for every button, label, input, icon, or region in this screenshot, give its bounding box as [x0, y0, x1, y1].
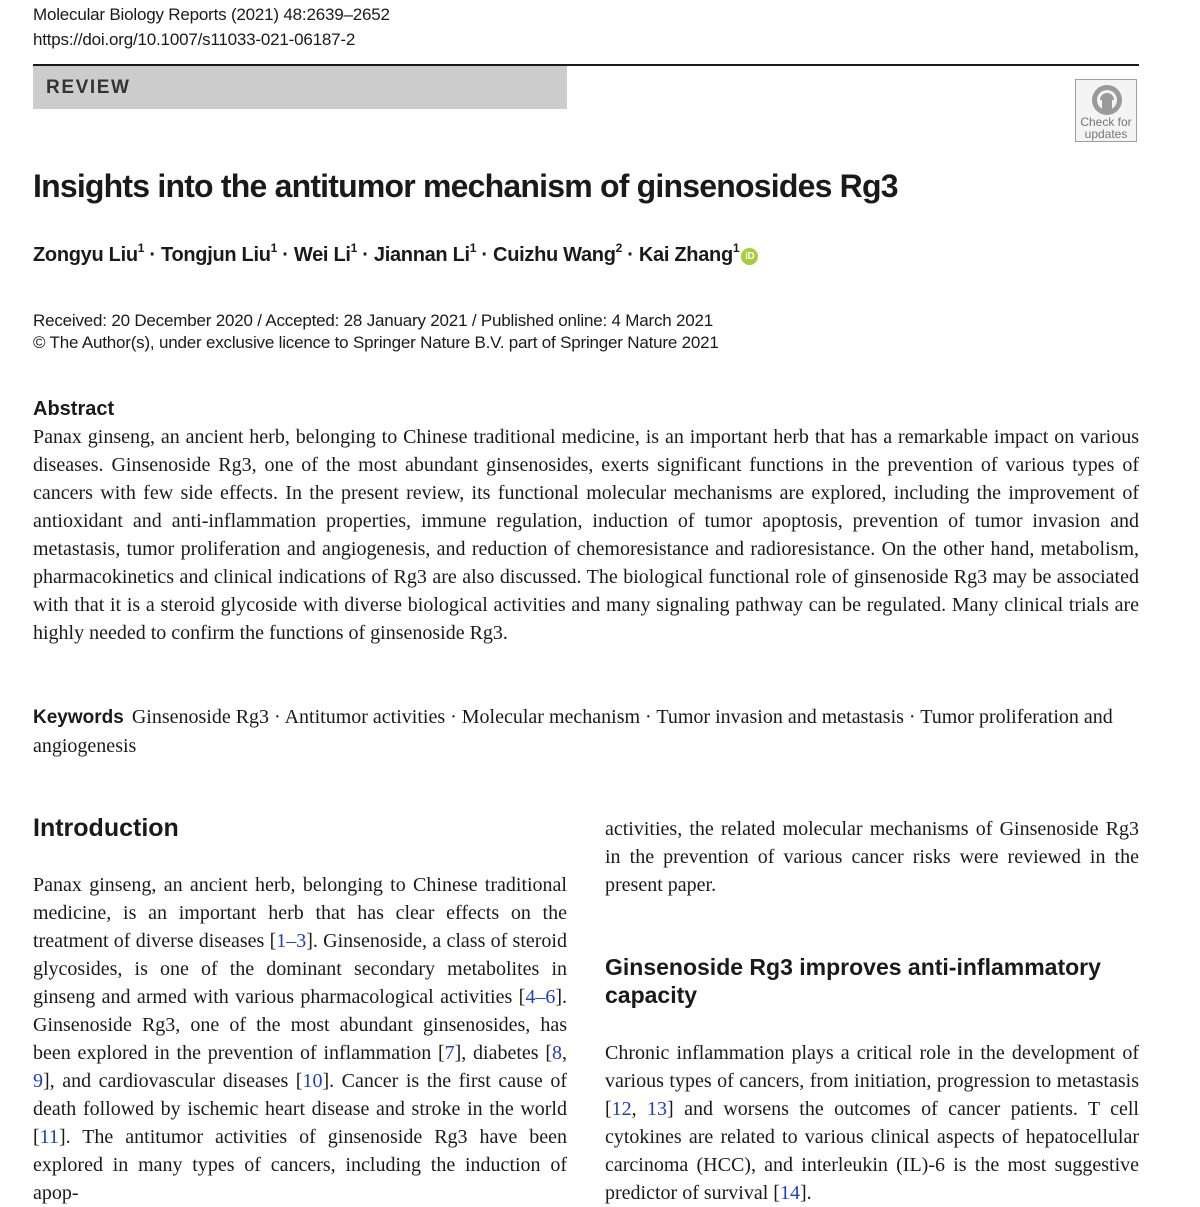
orcid-icon[interactable]: iD — [741, 248, 758, 265]
check-for-updates-label: Check for updates — [1080, 115, 1132, 141]
journal-citation: Molecular Biology Reports (2021) 48:2639–2652 — [33, 5, 390, 24]
author-name[interactable]: Cuizhu Wang — [493, 244, 616, 266]
keywords-text: Ginsenoside Rg3 · Antitumor activities · Molecular mechanism · Tumor invasion and metastasis · Tumor proliferation and angiogenesis — [33, 706, 1113, 757]
article-type-label: REVIEW — [46, 77, 131, 98]
citation-link[interactable]: 14 — [779, 1182, 800, 1204]
author-affiliation: 1 — [732, 241, 740, 255]
body-text: ] and worsens the outcomes of cancer patients. T cell cytokines are related to various clinical aspects of hepatocellular carcinoma (HCC), and interleukin (IL)-6 is the most suggestive predictor of survival [ — [605, 1098, 1139, 1204]
body-text: , — [631, 1098, 648, 1120]
citation-link[interactable]: 1–3 — [276, 930, 307, 952]
body-text: ]. Cancer is the first cause of death followed by ischemic heart disease and stroke in the world [ — [33, 1070, 568, 1148]
author-name[interactable]: Tongjun Liu — [161, 244, 271, 266]
body-text: ], diabetes [ — [454, 1042, 552, 1064]
body-text: ]. Ginsenoside, a class of steroid glycosides, is one of the dominant secondary metabolites in ginseng and armed with various pharmacological activities [ — [33, 930, 567, 1008]
abstract-heading: Abstract — [33, 398, 115, 420]
body-text: ]. — [799, 1182, 812, 1204]
author-affiliation: 2 — [615, 241, 623, 255]
body-text: ], and cardiovascular diseases [ — [43, 1070, 303, 1092]
check-for-updates-badge[interactable] — [1075, 79, 1137, 142]
author-separator: · — [277, 244, 294, 266]
author-list — [33, 241, 758, 269]
citation-link[interactable]: 9 — [33, 1070, 43, 1092]
author-name[interactable]: Zongyu Liu — [33, 244, 138, 266]
body-text: ]. The antitumor activities of ginsenoside Rg3 have been explored in many types of cancers, including the induction of apop- — [33, 1126, 567, 1204]
article-title: Insights into the antitumor mechanism of ginsenosides Rg3 — [33, 168, 898, 204]
section-heading-anti-inflammatory: Ginsenoside Rg3 improves anti-inflammatory capacity — [605, 954, 1101, 1008]
author-affiliation: 1 — [350, 241, 357, 255]
right-column-continuation: activities, the related molecular mechanisms of Ginsenoside Rg3 in the prevention of various cancer risks were reviewed in the present paper. — [605, 818, 1139, 896]
citation-link[interactable]: 13 — [647, 1098, 668, 1120]
author-name[interactable]: Kai Zhang — [638, 244, 733, 266]
body-text: Panax ginseng, an ancient herb, belonging to Chinese traditional medicine, is an important herb that has clear effects on the treatment of diverse diseases [ — [33, 874, 567, 952]
author-name[interactable]: Wei Li — [293, 244, 351, 266]
author-name[interactable]: Jiannan Li — [373, 244, 470, 266]
citation-link[interactable]: 4–6 — [525, 986, 556, 1008]
check-for-updates-icon — [1091, 84, 1123, 116]
author-separator: · — [476, 244, 494, 266]
citation-link[interactable]: 12 — [611, 1098, 632, 1120]
publication-dates: Received: 20 December 2020 / Accepted: 28 January 2021 / Published online: 4 March 2021 — [33, 311, 714, 330]
author-affiliation: 1 — [137, 241, 145, 255]
abstract-text: Panax ginseng, an ancient herb, belonging to Chinese traditional medicine, is an important herb that has a remarkable impact on various diseases. Ginsenoside Rg3, one of the most abundant ginsenosides, exerts significant functions in the prevention of various types of cancers with few side effects. In the present review, its functional molecular mechanisms are explored, including the improvement of antioxidant and anti-inflammation properties, immune regulation, induction of tumor apoptosis, prevention of tumor invasion and metastasis, tumor proliferation and angiogenesis, and reduction of chemoresistance and radioresistance. On the other hand, metabolism, pharmacokinetics and clinical indications of Rg3 are also discussed. The biological functional role of ginsenoside Rg3 may be associated with that it is a steroid glycoside with diverse biological activities and many signaling pathway can be regulated. Many clinical trials are highly needed to confirm the functions of ginsenoside Rg3. — [33, 426, 1139, 644]
copyright-notice: © The Author(s), under exclusive licence to Springer Nature B.V. part of Springer Nature 2021 — [33, 333, 719, 352]
keywords — [33, 703, 1139, 760]
citation-link[interactable]: 8 — [552, 1042, 562, 1064]
author-affiliation: 1 — [469, 241, 477, 255]
introduction-text — [33, 871, 567, 1207]
body-text: ]. Ginsenoside Rg3, one of the most abundant ginsenosides, has been explored in the prevention of inflammation [ — [33, 986, 567, 1064]
introduction-heading: Introduction — [33, 814, 179, 842]
author-separator: · — [622, 244, 639, 266]
keywords-label: Keywords — [33, 707, 124, 728]
author-affiliation: 1 — [270, 241, 278, 255]
author-separator: · — [357, 244, 374, 266]
citation-link[interactable]: 10 — [302, 1070, 323, 1092]
citation-link[interactable]: 7 — [444, 1042, 455, 1064]
doi-link[interactable]: https://doi.org/10.1007/s11033-021-06187-2 — [33, 30, 356, 49]
section-anti-inflammatory-text — [605, 1039, 1139, 1207]
body-text: , — [562, 1042, 567, 1064]
author-separator: · — [144, 244, 162, 266]
body-text: Chronic inflammation plays a critical role in the development of various types of cancers, from initiation, progression to metastasis [ — [605, 1042, 1139, 1120]
citation-link[interactable]: 11 — [39, 1126, 59, 1148]
